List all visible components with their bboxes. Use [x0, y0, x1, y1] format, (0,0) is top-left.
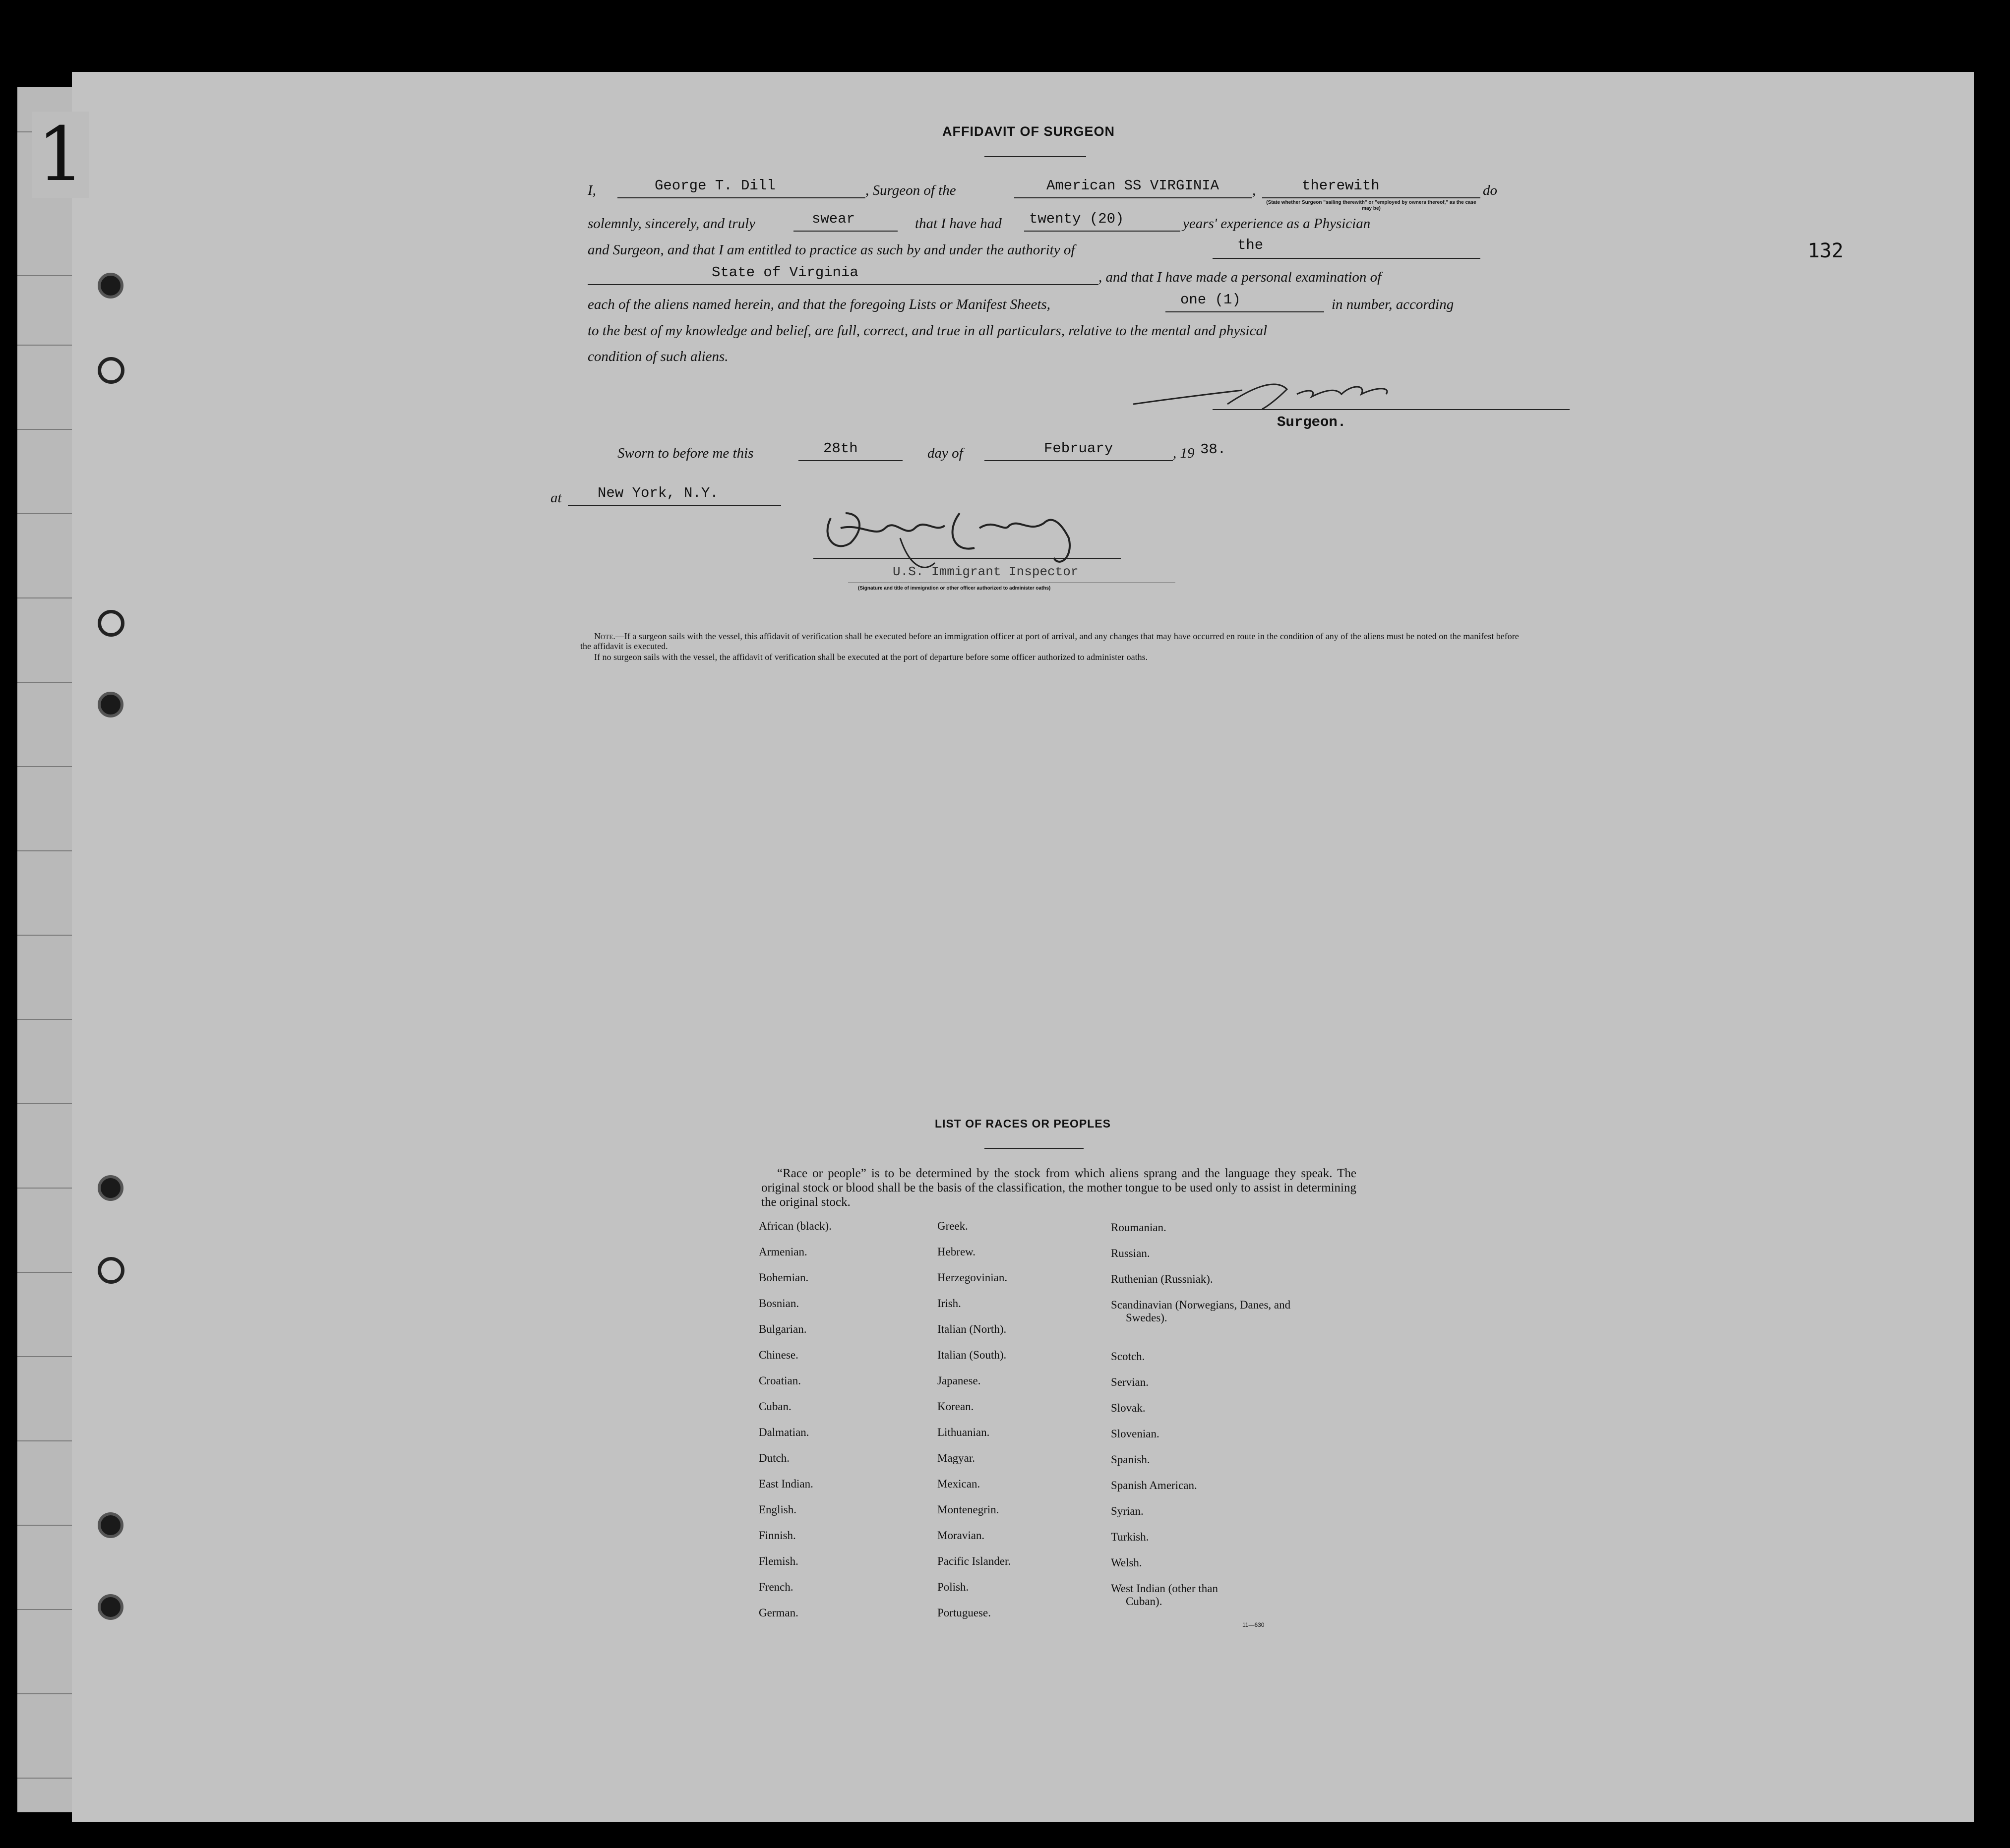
text: each of the aliens named herein, and that the foregoing Lists or Manifest Sheets,: [588, 297, 1050, 312]
officer-caption: (Signature and title of immigration or other officer authorized to administer oaths): [858, 586, 1051, 591]
years-experience: twenty (20): [1029, 211, 1124, 227]
race-item: Russian.: [1111, 1247, 1150, 1259]
binder-hole: [98, 610, 124, 637]
binder-hole: [98, 1512, 123, 1538]
margin-mark: 1: [32, 112, 89, 198]
sheet-count: one (1): [1180, 292, 1241, 308]
document-sheet: [37, 72, 1974, 1822]
race-item: Irish.: [937, 1297, 961, 1310]
race-item: Welsh.: [1111, 1556, 1142, 1569]
sworn-year: 38.: [1200, 441, 1226, 458]
binder-hole: [98, 1594, 123, 1620]
race-item: Bulgarian.: [759, 1323, 807, 1335]
race-item: Magyar.: [937, 1452, 975, 1464]
race-item: Syrian.: [1111, 1505, 1144, 1517]
binder-hole: [98, 1257, 124, 1284]
race-item: Slovenian.: [1111, 1428, 1159, 1440]
races-intro: “Race or people” is to be determined by the stock from which aliens sprang and the language they speak. The original stock or blood shall be the basis of the classification, the mother tongue to be used only to assist in determining the original stock.: [761, 1167, 1356, 1209]
races-column-2: [937, 1220, 1106, 1632]
race-item: Italian (North).: [937, 1323, 1007, 1335]
race-item: Finnish.: [759, 1529, 796, 1542]
form-number: 11—630: [1242, 1621, 1265, 1628]
affidavit-title: AFFIDAVIT OF SURGEON: [942, 124, 1115, 139]
surgeon-signature: [1128, 374, 1485, 414]
race-item: Roumanian.: [1111, 1221, 1166, 1234]
race-item: Spanish.: [1111, 1453, 1150, 1466]
surgeon-name: George T. Dill: [655, 178, 776, 194]
authority-b: State of Virginia: [712, 264, 858, 281]
race-item: Hebrew.: [937, 1246, 976, 1258]
race-item: Italian (South).: [937, 1349, 1007, 1361]
races-column-1: [759, 1220, 922, 1632]
sworn-month: February: [1044, 440, 1113, 457]
text: day of: [927, 445, 963, 461]
race-item: Korean.: [937, 1400, 974, 1413]
race-item: Slovak.: [1111, 1402, 1146, 1414]
binder-hole: [98, 1175, 123, 1201]
race-item: African (black).: [759, 1220, 832, 1232]
race-item: Montenegrin.: [937, 1503, 999, 1516]
race-item: Polish.: [937, 1581, 969, 1593]
status-note: (State whether Surgeon "sailing therewith" or "employed by owners thereof," as the case may be): [1266, 200, 1476, 211]
race-item: Turkish.: [1111, 1531, 1149, 1543]
text: solemnly, sincerely, and truly: [588, 216, 756, 232]
text: at: [550, 490, 562, 506]
text: years' experience as a Physician: [1183, 216, 1371, 232]
text: condition of such aliens.: [588, 349, 729, 364]
race-item: Portuguese.: [937, 1607, 991, 1619]
affidavit-note: [580, 631, 1525, 651]
text: that I have had: [915, 216, 1002, 232]
race-item: Croatian.: [759, 1374, 801, 1387]
races-column-3: [1111, 1221, 1299, 1608]
text: in number, according: [1332, 297, 1454, 312]
sworn-day: 28th: [823, 440, 858, 457]
race-item: German.: [759, 1607, 798, 1619]
binder-hole: [98, 692, 123, 717]
race-item: Moravian.: [937, 1529, 985, 1542]
text: and Surgeon, and that I am entitled to practice as such by and under the authority of: [588, 242, 1075, 258]
race-item: Pacific Islander.: [937, 1555, 1011, 1567]
text: ,: [1252, 182, 1256, 198]
races-title: LIST OF RACES OR PEOPLES: [935, 1117, 1111, 1130]
text: , 19: [1173, 445, 1195, 461]
race-item: East Indian.: [759, 1478, 813, 1490]
race-item: Bohemian.: [759, 1271, 809, 1284]
race-item: Armenian.: [759, 1246, 807, 1258]
sworn-place: New York, N.Y.: [598, 485, 719, 501]
inspector-stamp: U.S. Immigrant Inspector: [893, 564, 1079, 579]
surgeon-status: therewith: [1302, 178, 1380, 194]
affidavit-note-2: If no surgeon sails with the vessel, the affidavit of verification shall be executed at the port of departure before some officer authorized to administer oaths.: [594, 652, 1148, 662]
vessel-name: American SS VIRGINIA: [1046, 178, 1219, 194]
race-item: Dutch.: [759, 1452, 790, 1464]
race-item: Greek.: [937, 1220, 968, 1232]
race-item: West Indian (other than Cuban).: [1111, 1582, 1218, 1608]
race-item: Japanese.: [937, 1374, 981, 1387]
race-item: Scotch.: [1111, 1350, 1145, 1363]
binder-hole: [98, 357, 124, 384]
text: , Surgeon of the: [865, 182, 956, 198]
note-text: —If a surgeon sails with the vessel, this affidavit of verification shall be executed before an immigration officer at port of arrival, and any changes that may have occurred en route in the condition of any of the aliens must be noted on the manifest before the affidavit is executed.: [580, 631, 1519, 651]
text: do: [1483, 182, 1497, 198]
race-item: Dalmatian.: [759, 1426, 809, 1438]
oath-type: swear: [812, 211, 855, 227]
race-item: Ruthenian (Russniak).: [1111, 1273, 1213, 1285]
race-item: Servian.: [1111, 1376, 1149, 1388]
surgeon-label: Surgeon.: [1277, 414, 1346, 430]
race-item: Bosnian.: [759, 1297, 799, 1310]
race-item: Flemish.: [759, 1555, 798, 1567]
race-item: Chinese.: [759, 1349, 798, 1361]
race-item: Lithuanian.: [937, 1426, 990, 1438]
underlying-page-strip: [17, 87, 77, 1812]
text: I,: [588, 182, 596, 198]
race-item: Mexican.: [937, 1478, 980, 1490]
race-item: Spanish American.: [1111, 1479, 1197, 1491]
page-number: 132: [1808, 239, 1844, 262]
race-item: Cuban.: [759, 1400, 792, 1413]
text: , and that I have made a personal examination of: [1098, 269, 1382, 285]
text: Sworn to before me this: [617, 445, 754, 461]
race-item: English.: [759, 1503, 797, 1516]
race-item: Herzegovinian.: [937, 1271, 1008, 1284]
authority-a: the: [1237, 237, 1264, 253]
race-item: Scandinavian (Norwegians, Danes, and Swedes).: [1111, 1299, 1291, 1324]
note-label: Note.: [594, 631, 615, 641]
race-item: French.: [759, 1581, 793, 1593]
text: to the best of my knowledge and belief, are full, correct, and true in all particulars, relative to the mental and physical: [588, 323, 1268, 339]
binder-hole: [98, 273, 123, 298]
